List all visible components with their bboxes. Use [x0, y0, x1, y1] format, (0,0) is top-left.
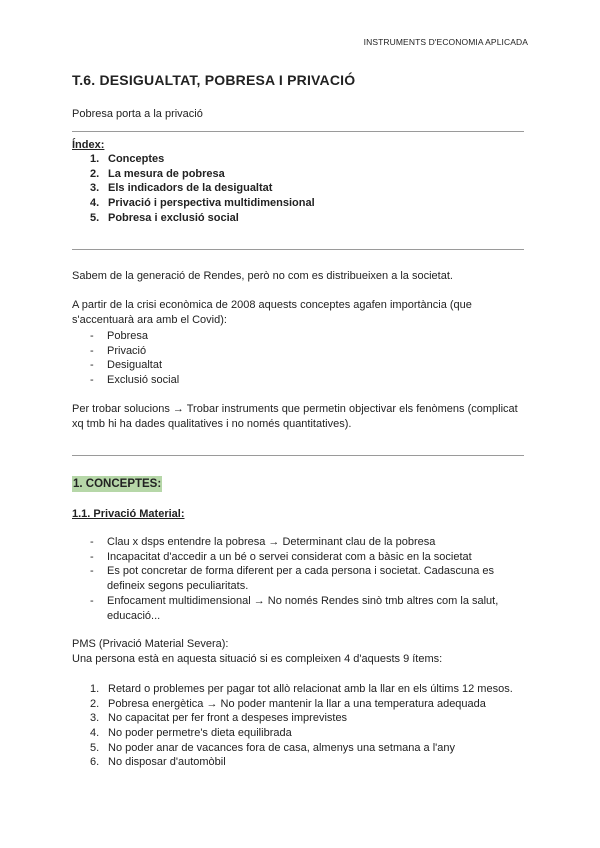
index-item: 2. La mesura de pobresa	[90, 167, 225, 180]
index-item: 5. Pobresa i exclusió social	[90, 211, 239, 224]
list-item: 2. Pobresa energètica → No poder mantenir la llar a una temperatura adequada	[90, 697, 486, 710]
index-item: 3. Els indicadors de la desigualtat	[90, 182, 273, 195]
index-item: 4. Privació i perspectiva multidimensional	[90, 197, 315, 210]
page-title: T.6. DESIGUALTAT, POBRESA I PRIVACIÓ	[72, 72, 356, 88]
list-item: - Incapacitat d'accedir a un bé o servei considerat com a bàsic en la societat	[90, 550, 472, 563]
list-item: 1. Retard o problemes per pagar tot allò relacionat amb la llar en els últims 12 mesos.	[90, 683, 513, 695]
divider	[72, 131, 524, 132]
pms-title: PMS (Privació Material Severa):	[72, 638, 229, 650]
intro-paragraph-1: Sabem de la generació de Rendes, però no com es distribueixen a la societat.	[72, 270, 453, 282]
list-item: - Exclusió social	[90, 374, 180, 387]
pms-items-list	[90, 682, 513, 770]
subsection-heading: 1.1. Privació Material:	[72, 508, 185, 520]
section-heading: 1. CONCEPTES:	[73, 478, 162, 490]
list-item: - Desigualtat	[90, 359, 163, 372]
list-item: 5. No poder anar de vacances fora de casa, almenys una setmana a l'any	[90, 741, 455, 754]
index-heading: Índex:	[72, 139, 105, 151]
divider	[72, 455, 524, 456]
intro-paragraph-3: Per trobar solucions → Trobar instruments que permetin objectivar els fenòmens (complicat xq tmb hi ha dades qualitatives i no només quantitatives).	[72, 403, 518, 430]
list-item: - Es pot concretar de forma diferent per a cada persona i societat. Cadascuna es defineix segons peculiaritats.	[90, 565, 495, 593]
list-item: - Privació	[90, 344, 147, 357]
list-item: 6. No disposar d'automòbil	[90, 756, 226, 769]
list-item: - Pobresa	[90, 330, 148, 342]
list-item: 4. No poder permetre's dieta equilibrada	[90, 727, 292, 740]
list-item: - Enfocament multidimensional → No només Rendes sinò tmb altres com la salut, educació...	[90, 594, 499, 622]
concepts-list	[90, 329, 179, 388]
privacio-bullets	[90, 535, 525, 623]
list-item: - Clau x dsps entendre la pobresa → Determinant clau de la pobresa	[90, 536, 436, 548]
subtitle: Pobresa porta a la privació	[72, 108, 203, 120]
intro-paragraph-2: A partir de la crisi econòmica de 2008 aquests conceptes agafen importància (que s'accentuarà ara amb el Covid):	[72, 299, 472, 326]
list-item: 3. No capacitat per fer front a despeses imprevistes	[90, 712, 348, 725]
divider	[72, 249, 524, 250]
running-header: INSTRUMENTS D'ECONOMIA APLICADA	[363, 37, 528, 47]
index-item: 1. Conceptes	[90, 153, 165, 165]
index-list	[90, 152, 315, 225]
pms-intro: Una persona està en aquesta situació si es compleixen 4 d'aquests 9 ítems:	[72, 653, 443, 665]
